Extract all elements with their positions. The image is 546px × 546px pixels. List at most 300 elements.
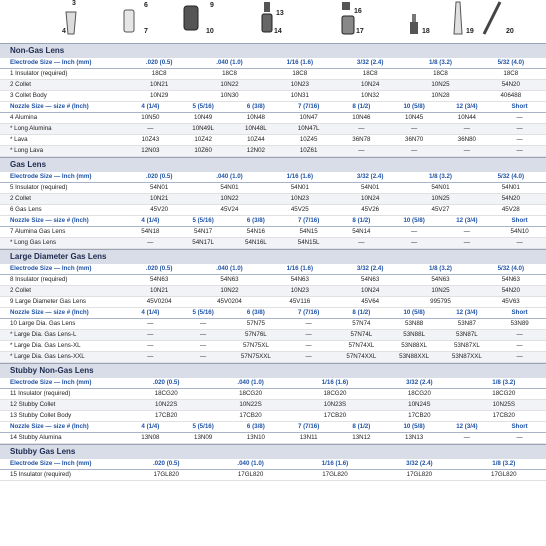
row-label: * Large Dia. Gas Lens-XL: [0, 341, 124, 352]
table-cell: 12N02: [230, 146, 283, 157]
header-cell: Nozzle Size — size # (Inch): [0, 308, 124, 319]
header-cell: Electrode Size — Inch (mm): [0, 58, 124, 69]
header-cell: 12 (3/4): [441, 102, 494, 113]
header-cell: 4 (1/4): [124, 216, 177, 227]
table-row: [0, 319, 546, 330]
table-cell: 54N18: [124, 227, 177, 238]
electrode-table: [0, 172, 546, 216]
table-cell: 45V116: [265, 297, 335, 308]
row-label: 6 Gas Lens: [0, 205, 124, 216]
header-cell: Electrode Size — Inch (mm): [0, 378, 124, 389]
table-cell: —: [388, 227, 441, 238]
table-cell: 57N74L: [335, 330, 388, 341]
table-cell: 45V28: [476, 205, 546, 216]
table-cell: 10N23: [265, 194, 335, 205]
row-label: 12 Stubby Collet: [0, 400, 124, 411]
table-cell: —: [493, 352, 546, 363]
table-cell: 45V20: [124, 205, 194, 216]
header-cell: 3/32 (2.4): [335, 58, 405, 69]
table-cell: —: [124, 330, 177, 341]
table-header-row: [0, 264, 546, 275]
table-cell: 53N87L: [441, 330, 494, 341]
table-cell: —: [177, 319, 230, 330]
header-cell: 10 (5/8): [388, 102, 441, 113]
header-cell: 5/32 (4.0): [476, 58, 546, 69]
table-cell: 18CG20: [293, 389, 377, 400]
table-cell: 45V24: [194, 205, 264, 216]
header-cell: 6 (3/8): [230, 102, 283, 113]
table-cell: 54N01: [194, 183, 264, 194]
part-9-10-illustration: [182, 0, 222, 40]
row-label: 13 Stubby Collet Body: [0, 411, 124, 422]
header-cell: 3/32 (2.4): [377, 378, 461, 389]
table-cell: —: [282, 330, 335, 341]
table-cell: 54N14: [335, 227, 388, 238]
table-header-row: [0, 308, 546, 319]
table-cell: 13N12: [335, 433, 388, 444]
table-cell: 17GL820: [208, 470, 292, 481]
table-cell: 54N01: [265, 183, 335, 194]
header-cell: Short: [493, 216, 546, 227]
table-cell: 17CB20: [377, 411, 461, 422]
row-label: 2 Collet: [0, 80, 124, 91]
table-cell: 13N09: [177, 433, 230, 444]
table-cell: 10Z60: [177, 146, 230, 157]
table-cell: 36N70: [388, 135, 441, 146]
table-cell: —: [282, 319, 335, 330]
table-cell: 10N45: [388, 113, 441, 124]
header-cell: 8 (1/2): [335, 102, 388, 113]
header-cell: 6 (3/8): [230, 422, 283, 433]
table-cell: 10N24: [335, 80, 405, 91]
section-title: Stubby Non-Gas Lens: [0, 363, 546, 378]
header-cell: 12 (3/4): [441, 308, 494, 319]
table-cell: 10N46: [335, 113, 388, 124]
section-title: Non-Gas Lens: [0, 43, 546, 58]
table-cell: 10N28: [405, 91, 475, 102]
table-cell: 10N22S: [208, 400, 292, 411]
table-cell: 10N47L: [282, 124, 335, 135]
row-label: 2 Collet: [0, 286, 124, 297]
table-cell: 10N22: [194, 80, 264, 91]
table-cell: —: [124, 319, 177, 330]
table-cell: 54N63: [335, 275, 405, 286]
table-cell: 10N24: [335, 194, 405, 205]
header-cell: Short: [493, 308, 546, 319]
parts-tables: [0, 43, 546, 481]
section-title: Large Diameter Gas Lens: [0, 249, 546, 264]
table-header-row: [0, 422, 546, 433]
header-cell: 5/32 (4.0): [476, 172, 546, 183]
table-cell: —: [177, 330, 230, 341]
table-cell: 17GL820: [377, 470, 461, 481]
row-label: * Long Gas Lens: [0, 238, 124, 249]
table-cell: —: [441, 238, 494, 249]
header-cell: .020 (0.5): [124, 172, 194, 183]
table-row: [0, 297, 546, 308]
table-cell: 53N87XXL: [441, 352, 494, 363]
header-cell: Short: [493, 422, 546, 433]
table-cell: 10N30: [194, 91, 264, 102]
row-label: 11 Insulator (required): [0, 389, 124, 400]
electrode-table: [0, 264, 546, 308]
table-cell: 53N87: [441, 319, 494, 330]
section-gas-lens: [0, 157, 546, 249]
table-cell: 10N21: [124, 80, 194, 91]
section-stubby-gas-lens: [0, 444, 546, 481]
table-cell: 10N24: [335, 286, 405, 297]
table-cell: 18CG20: [462, 389, 546, 400]
table-cell: 54N63: [405, 275, 475, 286]
header-cell: .020 (0.5): [124, 264, 194, 275]
row-label: 8 Insulator (required): [0, 275, 124, 286]
table-row: [0, 146, 546, 157]
header-cell: 1/16 (1.6): [265, 264, 335, 275]
table-cell: 10N22: [194, 194, 264, 205]
row-label: 7 Alumina Gas Lens: [0, 227, 124, 238]
table-header-row: [0, 459, 546, 470]
table-cell: —: [282, 352, 335, 363]
table-cell: 10N23S: [293, 400, 377, 411]
table-cell: —: [177, 341, 230, 352]
table-cell: —: [441, 146, 494, 157]
part-number: 17: [356, 28, 364, 35]
header-cell: 6 (3/8): [230, 308, 283, 319]
header-cell: 4 (1/4): [124, 308, 177, 319]
table-cell: 45V64: [335, 297, 405, 308]
header-cell: 1/16 (1.6): [265, 58, 335, 69]
section-non-gas-lens: [0, 43, 546, 157]
table-cell: 10N50: [124, 113, 177, 124]
header-cell: 6 (3/8): [230, 216, 283, 227]
part-number: 14: [274, 28, 282, 35]
table-cell: —: [124, 238, 177, 249]
section-stubby-non-gas-lens: [0, 363, 546, 444]
table-cell: 54N16: [230, 227, 283, 238]
part-18-illustration: [408, 0, 440, 40]
table-cell: 54N63: [476, 275, 546, 286]
table-row: [0, 227, 546, 238]
part-20-illustration: [478, 0, 518, 40]
table-cell: —: [282, 341, 335, 352]
electrode-table: [0, 378, 546, 422]
nozzle-table: [0, 216, 546, 249]
table-cell: 10N47: [282, 113, 335, 124]
section-large-diameter-gas-lens: [0, 249, 546, 363]
table-cell: 57N74XXL: [335, 352, 388, 363]
row-label: 1 Insulator (required): [0, 69, 124, 80]
table-cell: —: [335, 146, 388, 157]
table-cell: 45V27: [405, 205, 475, 216]
table-cell: 10N25: [405, 286, 475, 297]
section-title: Stubby Gas Lens: [0, 444, 546, 459]
table-cell: —: [493, 433, 546, 444]
collet-body-icon: [258, 0, 288, 38]
table-cell: 10N49: [177, 113, 230, 124]
header-cell: 1/16 (1.6): [293, 378, 377, 389]
header-cell: .040 (1.0): [194, 172, 264, 183]
table-cell: 54N17: [177, 227, 230, 238]
table-cell: 406488: [476, 91, 546, 102]
table-row: [0, 113, 546, 124]
header-cell: 3/32 (2.4): [335, 172, 405, 183]
part-number: 10: [206, 28, 214, 35]
table-cell: 10N23: [265, 286, 335, 297]
row-label: * Lava: [0, 135, 124, 146]
electrode-table: [0, 58, 546, 102]
table-cell: 10N31: [265, 91, 335, 102]
header-cell: 4 (1/4): [124, 102, 177, 113]
table-cell: 10N25: [405, 80, 475, 91]
header-cell: 5 (5/16): [177, 308, 230, 319]
header-cell: .040 (1.0): [208, 459, 292, 470]
table-cell: —: [493, 124, 546, 135]
table-cell: 53N89: [493, 319, 546, 330]
row-label: * Large Dia. Gas Lens-L: [0, 330, 124, 341]
row-label: 14 Stubby Alumina: [0, 433, 124, 444]
table-cell: 10N44: [441, 113, 494, 124]
table-cell: 45V0204: [124, 297, 194, 308]
header-cell: .020 (0.5): [124, 378, 208, 389]
part-number: 3: [72, 0, 76, 7]
header-cell: 5 (5/16): [177, 422, 230, 433]
header-cell: 7 (7/16): [282, 102, 335, 113]
part-6-7-illustration: [122, 0, 152, 40]
table-cell: 54N01: [124, 183, 194, 194]
header-cell: 1/8 (3.2): [405, 172, 475, 183]
table-cell: 54N17L: [177, 238, 230, 249]
header-cell: Nozzle Size — size # (Inch): [0, 102, 124, 113]
table-header-row: [0, 216, 546, 227]
table-header-row: [0, 58, 546, 69]
table-row: [0, 205, 546, 216]
table-cell: 54N15L: [282, 238, 335, 249]
table-cell: 18C8: [124, 69, 194, 80]
row-label: 10 Large Dia. Gas Lens: [0, 319, 124, 330]
table-cell: 10N22S: [124, 400, 208, 411]
table-row: [0, 286, 546, 297]
part-19-illustration: [446, 0, 476, 40]
header-cell: .040 (1.0): [208, 378, 292, 389]
header-cell: 8 (1/2): [335, 308, 388, 319]
table-cell: —: [388, 124, 441, 135]
row-label: * Long Alumina: [0, 124, 124, 135]
table-cell: 45V0204: [194, 297, 264, 308]
table-cell: 17GL820: [293, 470, 377, 481]
table-cell: 12N03: [124, 146, 177, 157]
table-cell: 36N78: [335, 135, 388, 146]
table-cell: 54N20: [476, 80, 546, 91]
table-cell: 54N20: [476, 194, 546, 205]
header-cell: 1/8 (3.2): [405, 264, 475, 275]
table-cell: 18C8: [405, 69, 475, 80]
row-label: 4 Alumina: [0, 113, 124, 124]
header-cell: 12 (3/4): [441, 422, 494, 433]
table-cell: —: [441, 124, 494, 135]
row-label: 15 Insulator (required): [0, 470, 124, 481]
table-cell: 13N08: [124, 433, 177, 444]
table-cell: 45V25: [265, 205, 335, 216]
section-title: Gas Lens: [0, 157, 546, 172]
header-cell: .020 (0.5): [124, 459, 208, 470]
row-label: 3 Collet Body: [0, 91, 124, 102]
table-header-row: [0, 102, 546, 113]
table-cell: 18C8: [265, 69, 335, 80]
header-cell: 8 (1/2): [335, 216, 388, 227]
header-cell: Short: [493, 102, 546, 113]
table-row: [0, 470, 546, 481]
table-cell: 17GL820: [462, 470, 546, 481]
table-cell: 53N87XL: [441, 341, 494, 352]
header-cell: 10 (5/8): [388, 422, 441, 433]
table-cell: 18C8: [476, 69, 546, 80]
table-row: [0, 352, 546, 363]
table-cell: 18CG20: [377, 389, 461, 400]
table-cell: —: [124, 124, 177, 135]
table-row: [0, 124, 546, 135]
electrode-table: [0, 459, 546, 481]
table-row: [0, 411, 546, 422]
table-cell: 10Z44: [230, 135, 283, 146]
row-label: * Large Dia. Gas Lens-XXL: [0, 352, 124, 363]
part-number: 4: [62, 28, 66, 35]
table-cell: 54N01: [335, 183, 405, 194]
table-cell: —: [335, 238, 388, 249]
part-number: 18: [422, 28, 430, 35]
nozzle-table: [0, 102, 546, 157]
part-number: 20: [506, 28, 514, 35]
table-cell: 54N16L: [230, 238, 283, 249]
part-16-17-illustration: [340, 0, 370, 40]
table-cell: —: [388, 238, 441, 249]
header-cell: 1/8 (3.2): [462, 459, 546, 470]
table-cell: —: [493, 113, 546, 124]
table-cell: 18CG20: [208, 389, 292, 400]
table-cell: 13N11: [282, 433, 335, 444]
table-header-row: [0, 378, 546, 389]
part-number: 6: [144, 2, 148, 9]
table-row: [0, 330, 546, 341]
table-cell: 10N21: [124, 286, 194, 297]
table-cell: 54N15: [282, 227, 335, 238]
part-3-4-illustration: [62, 0, 82, 40]
table-row: [0, 183, 546, 194]
table-cell: 13N10: [230, 433, 283, 444]
table-cell: 53N88: [388, 319, 441, 330]
table-cell: —: [335, 124, 388, 135]
table-row: [0, 238, 546, 249]
table-cell: 53N88XL: [388, 341, 441, 352]
table-cell: 17CB20: [462, 411, 546, 422]
table-cell: 18C8: [194, 69, 264, 80]
part-number: 9: [210, 2, 214, 9]
table-cell: 53N88L: [388, 330, 441, 341]
table-cell: 54N63: [124, 275, 194, 286]
table-cell: 45V63: [476, 297, 546, 308]
header-cell: 10 (5/8): [388, 216, 441, 227]
gas-lens-icon: [182, 0, 222, 38]
table-cell: 10N22: [194, 286, 264, 297]
table-cell: 995795: [405, 297, 475, 308]
table-cell: 10N49L: [177, 124, 230, 135]
row-label: 9 Large Diameter Gas Lens: [0, 297, 124, 308]
header-cell: .040 (1.0): [194, 58, 264, 69]
header-cell: 7 (7/16): [282, 216, 335, 227]
table-cell: 57N75XXL: [230, 352, 283, 363]
table-cell: 54N63: [194, 275, 264, 286]
table-cell: 36N80: [441, 135, 494, 146]
stubby-lens-icon: [340, 0, 370, 38]
table-cell: 10Z45: [282, 135, 335, 146]
table-cell: 57N75XL: [230, 341, 283, 352]
header-cell: 5 (5/16): [177, 102, 230, 113]
table-cell: 10N32: [335, 91, 405, 102]
part-13-14-illustration: [258, 0, 288, 40]
table-cell: 17CB20: [124, 411, 208, 422]
nozzle-table: [0, 308, 546, 363]
table-cell: 17CB20: [293, 411, 377, 422]
table-row: [0, 341, 546, 352]
row-label: * Long Lava: [0, 146, 124, 157]
table-cell: —: [124, 341, 177, 352]
header-cell: Electrode Size — Inch (mm): [0, 172, 124, 183]
table-cell: 54N01: [405, 183, 475, 194]
table-cell: 10Z42: [177, 135, 230, 146]
table-cell: 17GL820: [124, 470, 208, 481]
header-cell: .040 (1.0): [194, 264, 264, 275]
part-number: 16: [354, 8, 362, 15]
table-cell: 10N24S: [377, 400, 461, 411]
header-cell: Electrode Size — Inch (mm): [0, 264, 124, 275]
row-label: 5 Insulator (required): [0, 183, 124, 194]
table-cell: 10N48: [230, 113, 283, 124]
table-cell: —: [177, 352, 230, 363]
table-row: [0, 400, 546, 411]
header-cell: Electrode Size — Inch (mm): [0, 459, 124, 470]
table-row: [0, 135, 546, 146]
table-cell: 17CB20: [208, 411, 292, 422]
header-cell: 1/16 (1.6): [265, 172, 335, 183]
header-cell: 3/32 (2.4): [377, 459, 461, 470]
header-cell: 7 (7/16): [282, 422, 335, 433]
header-cell: 1/8 (3.2): [462, 378, 546, 389]
header-cell: 10 (5/8): [388, 308, 441, 319]
table-cell: —: [493, 330, 546, 341]
table-cell: —: [493, 341, 546, 352]
header-cell: Nozzle Size — size # (Inch): [0, 422, 124, 433]
table-cell: 54N20: [476, 286, 546, 297]
table-cell: 10N25: [405, 194, 475, 205]
table-cell: 57N74: [335, 319, 388, 330]
header-cell: 5 (5/16): [177, 216, 230, 227]
table-cell: —: [441, 227, 494, 238]
table-cell: 53N88XXL: [388, 352, 441, 363]
part-number: 7: [144, 28, 148, 35]
table-cell: 57N75: [230, 319, 283, 330]
table-cell: 10N48L: [230, 124, 283, 135]
header-cell: 5/32 (4.0): [476, 264, 546, 275]
table-cell: 54N01: [476, 183, 546, 194]
table-cell: —: [493, 238, 546, 249]
part-number: 19: [466, 28, 474, 35]
table-cell: 57N74XL: [335, 341, 388, 352]
table-cell: 18C8: [335, 69, 405, 80]
table-header-row: [0, 172, 546, 183]
table-cell: 54N10: [493, 227, 546, 238]
table-cell: 57N76L: [230, 330, 283, 341]
table-cell: 10N23: [265, 80, 335, 91]
header-cell: Nozzle Size — size # (Inch): [0, 216, 124, 227]
